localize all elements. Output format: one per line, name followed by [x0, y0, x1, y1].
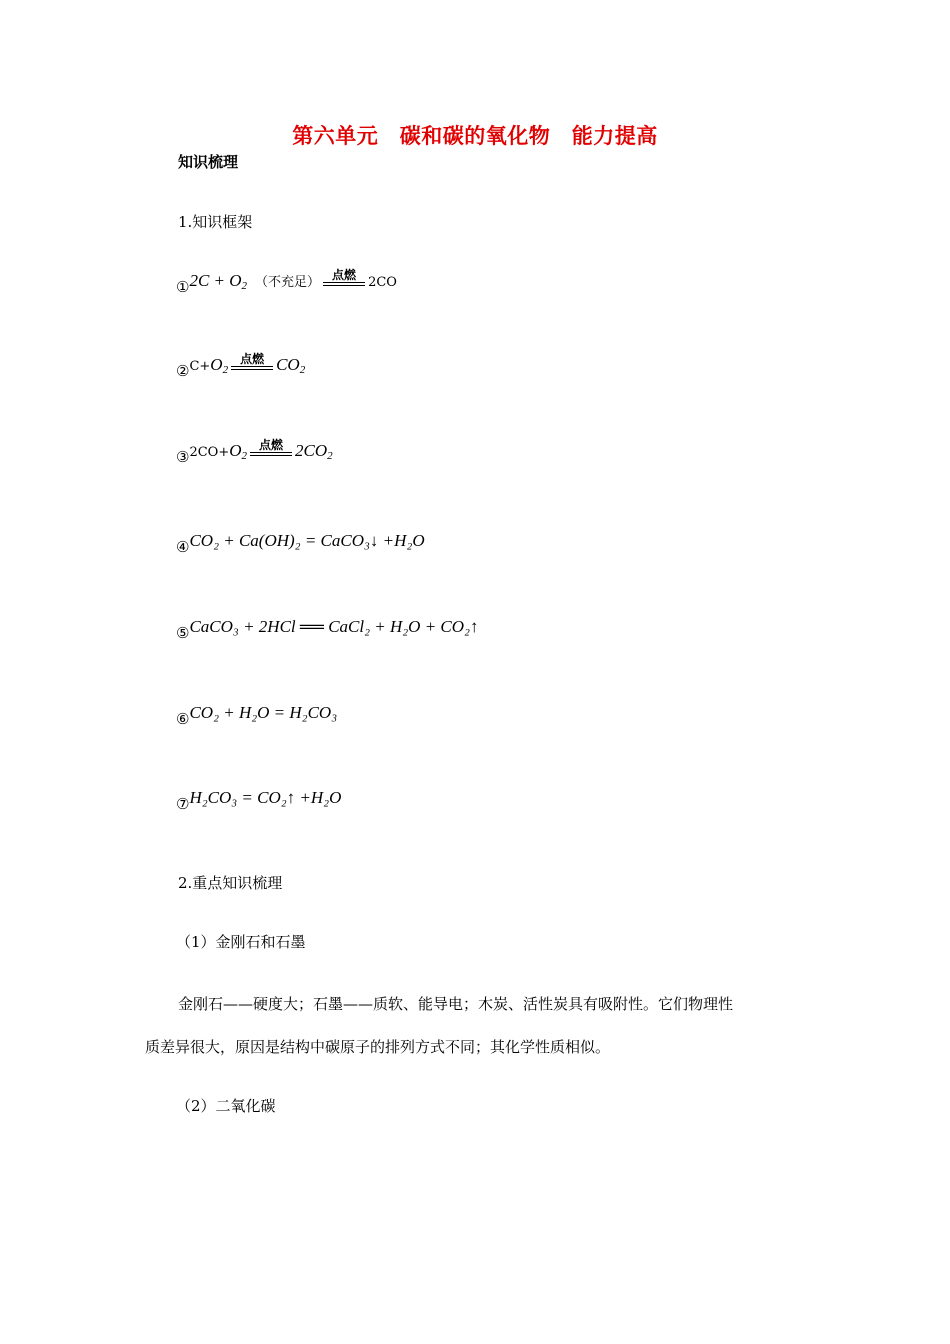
- reaction-condition: 点燃: [323, 268, 365, 286]
- equation-marker: ⑥: [176, 710, 190, 728]
- paragraph-line-1: 金刚石——硬度大；石墨——质软、能导电；木炭、活性炭具有吸附性。它们物理性: [178, 995, 734, 1013]
- equation-marker: ④: [176, 538, 190, 556]
- equation-7: [176, 788, 342, 813]
- equation-4: [176, 531, 425, 556]
- equation-marker: ③: [176, 448, 190, 466]
- equation-marker: ⑦: [176, 795, 190, 813]
- equation-1: [176, 267, 397, 296]
- equation-prefix: C+: [189, 359, 211, 374]
- equation-marker: ②: [176, 362, 190, 380]
- equation-formula: H₂CO₃ = CO₂↑ +H₂O: [189, 788, 342, 807]
- equation-note: （不充足）: [255, 275, 321, 290]
- equation-formula: CaCO₃ + 2HCl ══ CaCl₂ + H₂O + CO₂↑: [189, 617, 479, 636]
- equation-marker: ⑤: [176, 624, 190, 642]
- subheading-diamond-graphite: （1）金刚石和石墨: [176, 933, 306, 951]
- reaction-condition: 点燃: [250, 438, 292, 456]
- part1-heading: 1.知识框架: [178, 213, 253, 231]
- equation-5: [176, 617, 479, 642]
- reaction-condition: 点燃: [231, 352, 273, 370]
- subheading-carbon-dioxide: （2）二氧化碳: [176, 1097, 276, 1115]
- equation-2: [176, 351, 306, 380]
- equation-formula: CO₂ + Ca(OH)₂ = CaCO₃↓ +H₂O: [189, 531, 425, 550]
- equation-oxygen: $O_2$: [229, 441, 248, 462]
- equation-marker: ①: [176, 278, 190, 296]
- equation-lhs: $2C + O_2$: [189, 271, 248, 292]
- equation-oxygen: $O_2$: [210, 355, 229, 376]
- part2-heading: 2.重点知识梳理: [178, 874, 283, 892]
- equation-rhs: $CO_2$: [276, 355, 306, 376]
- equation-3: [176, 437, 333, 466]
- page-title: 第六单元 碳和碳的氧化物 能力提高: [292, 124, 658, 148]
- equation-rhs: $2CO_2$: [295, 441, 333, 462]
- section-heading: 知识梳理: [178, 153, 239, 171]
- equation-rhs: 2CO: [368, 275, 397, 290]
- paragraph-line-2: 质差异很大，原因是结构中碳原子的排列方式不同；其化学性质相似。: [145, 1038, 611, 1056]
- equation-prefix: 2CO+: [189, 445, 230, 460]
- equation-6: [176, 703, 338, 728]
- equation-formula: CO₂ + H₂O = H₂CO₃: [189, 703, 338, 722]
